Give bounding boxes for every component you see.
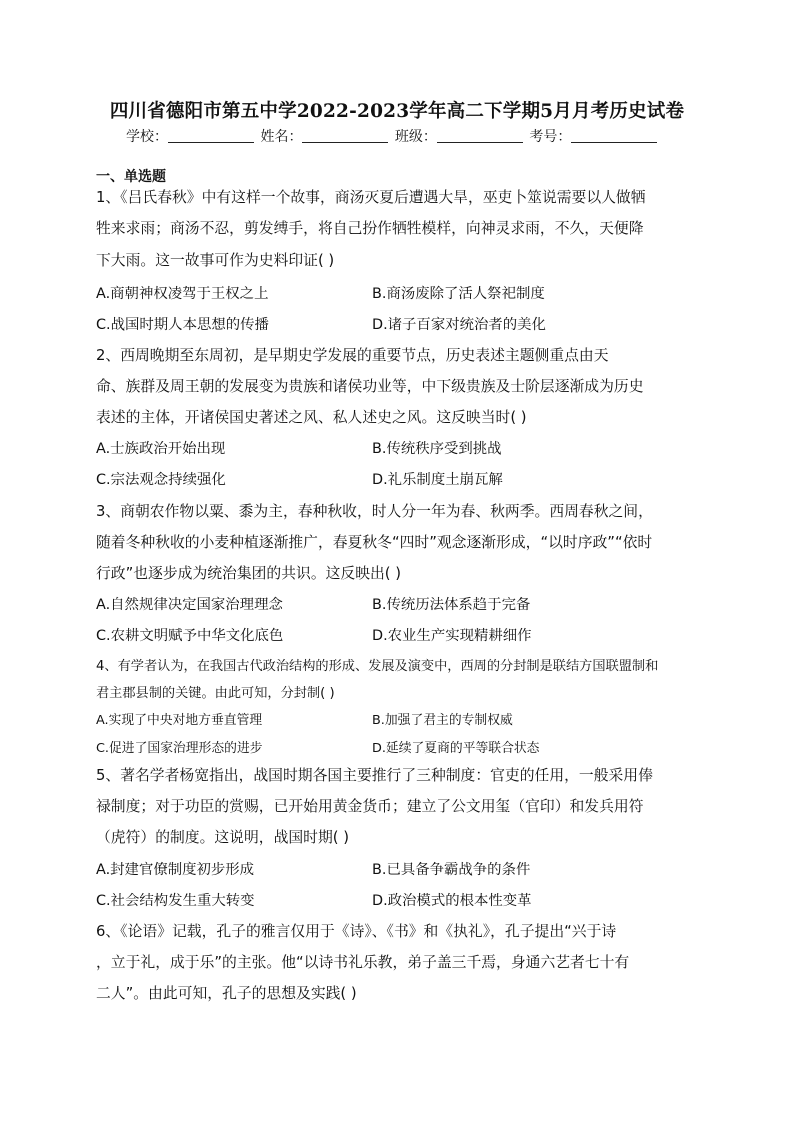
question-3-line-3: 行政”也逐步成为统治集团的共识。这反映出( ) <box>96 565 402 582</box>
section-heading: 一、单选题 <box>96 169 166 185</box>
question-2-option-d[interactable]: D.礼乐制度土崩瓦解 <box>372 472 503 488</box>
number-blank[interactable] <box>571 128 657 143</box>
question-5-option-d[interactable]: D.政治模式的根本性变革 <box>372 893 532 909</box>
question-3-line-2: 随着冬种秋收的小麦种植逐渐推广，春夏秋冬“四时”观念逐渐形成，“以时序政”“依时 <box>96 534 653 551</box>
name-blank[interactable] <box>302 128 388 143</box>
question-2-option-a[interactable]: A.士族政治开始出现 <box>96 441 226 457</box>
question-1-option-d[interactable]: D.诸子百家对统治者的美化 <box>372 317 546 333</box>
question-3-option-b[interactable]: B.传统历法体系趋于完备 <box>372 597 531 613</box>
question-5-line-3: （虎符）的制度。这说明，战国时期( ) <box>96 829 350 846</box>
question-1-line-3: 下大雨。这一故事可作为史料印证( ) <box>96 252 335 269</box>
question-4-option-c[interactable]: C.促进了国家治理形态的进步 <box>96 741 263 756</box>
question-6-line-3: 二人”。由此可知，孔子的思想及实践( ) <box>96 985 357 1002</box>
question-2-line-2: 命、族群及周王朝的发展变为贵族和诸侯功业等，中下级贵族及士阶层逐渐成为历史 <box>96 378 644 395</box>
question-1-option-a[interactable]: A.商朝神权凌驾于王权之上 <box>96 286 269 302</box>
class-blank[interactable] <box>437 128 523 143</box>
question-4-option-a[interactable]: A.实现了中央对地方垂直管理 <box>96 713 263 728</box>
question-2-option-c[interactable]: C.宗法观念持续强化 <box>96 472 226 488</box>
question-6-line-2: ，立于礼，成于乐”的主张。他“以诗书礼乐教，弟子盖三千焉，身通六艺者七十有 <box>96 954 630 971</box>
school-label: 学校： <box>126 129 168 145</box>
question-1-option-c[interactable]: C.战国时期人本思想的传播 <box>96 317 269 333</box>
question-2-line-1: 2、西周晚期至东周初，是早期史学发展的重要节点，历史表述主题侧重点由天 <box>96 347 609 364</box>
question-5-line-1: 5、著名学者杨宽指出，战国时期各国主要推行了三种制度：官吏的任用，一般采用俸 <box>96 767 653 784</box>
question-5-line-2: 禄制度；对于功臣的赏赐，已开始用黄金货币；建立了公文用玺（官印）和发兵用符 <box>96 798 644 815</box>
question-5-option-c[interactable]: C.社会结构发生重大转变 <box>96 893 255 909</box>
question-4-line-2: 君主郡县制的关键。由此可知，分封制( ) <box>96 686 335 701</box>
question-4-option-d[interactable]: D.延续了夏商的平等联合状态 <box>372 741 540 756</box>
question-5-option-b[interactable]: B.已具备争霸战争的条件 <box>372 862 531 878</box>
question-3-option-c[interactable]: C.农耕文明赋予中华文化底色 <box>96 628 284 644</box>
question-1-option-b[interactable]: B.商汤废除了活人祭祀制度 <box>372 286 545 302</box>
exam-title: 四川省德阳市第五中学2022-2023学年高二下学期5月月考历史试卷 <box>109 101 685 122</box>
school-blank[interactable] <box>168 128 254 143</box>
question-4-option-b[interactable]: B.加强了君主的专制权威 <box>372 713 513 728</box>
question-3-option-a[interactable]: A.自然规律决定国家治理理念 <box>96 597 283 613</box>
question-4-line-1: 4、有学者认为，在我国古代政治结构的形成、发展及演变中，西周的分封制是联结方国联盟制和 <box>96 659 659 674</box>
question-5-option-a[interactable]: A.封建官僚制度初步形成 <box>96 862 255 878</box>
question-2-option-b[interactable]: B.传统秩序受到挑战 <box>372 441 502 457</box>
class-label: 班级： <box>394 129 437 145</box>
student-info-row <box>126 126 659 146</box>
name-label: 姓名： <box>260 129 303 145</box>
number-label: 考号： <box>529 129 572 145</box>
question-3-option-d[interactable]: D.农业生产实现精耕细作 <box>372 628 532 644</box>
question-2-line-3: 表述的主体，开诸侯国史著述之风、私人述史之风。这反映当时( ) <box>96 409 527 426</box>
question-1-line-1: 1、《吕氏春秋》中有这样一个故事，商汤灭夏后遭遇大旱，巫吏卜筮说需要以人做牺 <box>96 189 646 206</box>
question-6-line-1: 6、《论语》记载，孔子的雅言仅用于《诗》、《书》和《执礼》，孔子提出“兴于诗 <box>96 923 617 940</box>
question-3-line-1: 3、商朝农作物以粟、黍为主，春种秋收，时人分一年为春、秋两季。西周春秋之间， <box>96 503 653 520</box>
question-1-line-2: 牲来求雨；商汤不忍，剪发缚手，将自己扮作牺牲模样，向神灵求雨，不久，天便降 <box>96 220 644 237</box>
